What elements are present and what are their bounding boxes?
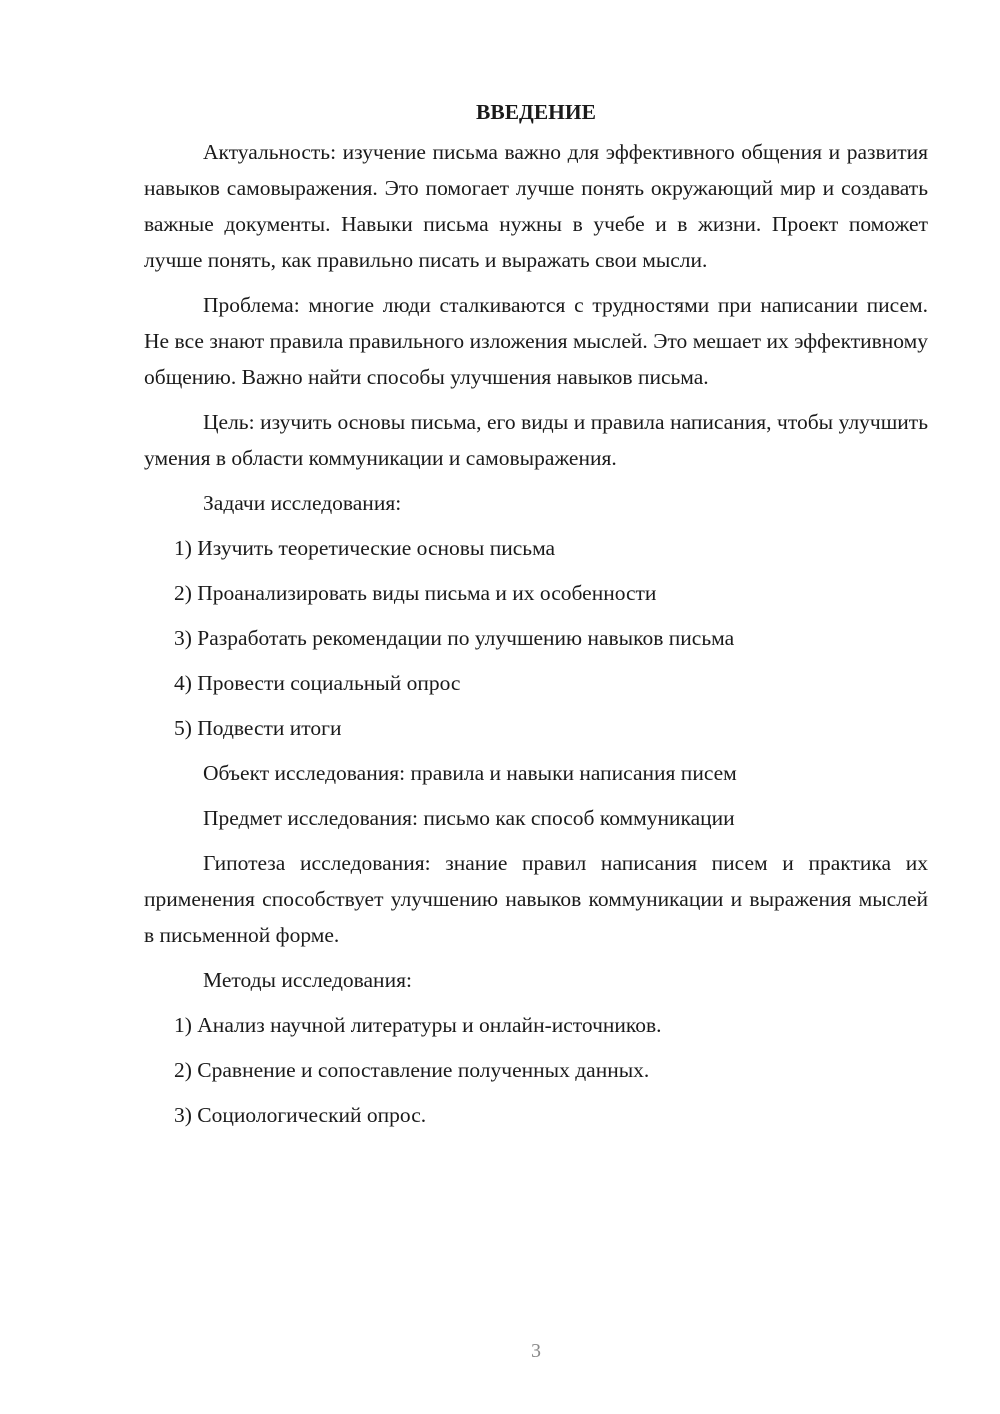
list-item: 1) Анализ научной литературы и онлайн-источников. xyxy=(174,1013,662,1037)
list-item: 3) Социологический опрос. xyxy=(174,1103,427,1127)
relevance-paragraph: Актуальность: изучение письма важно для эффективного общения и развития навыков самовыражения. Это помогает лучше понять окружающий мир и создавать важные документы. Навыки письма нужны в учебе и в жизни. Проект поможет лучше понять, как правильно писать и выражать свои мысли. xyxy=(144,140,928,272)
list-item: 3) Разработать рекомендации по улучшению навыков письма xyxy=(174,626,735,650)
page-number: 3 xyxy=(531,1340,541,1362)
goal-paragraph: Цель: изучить основы письма, его виды и правила написания, чтобы улучшить умения в области коммуникации и самовыражения. xyxy=(144,410,928,470)
page-title: ВВЕДЕНИЕ xyxy=(476,100,596,124)
object-line: Объект исследования: правила и навыки написания писем xyxy=(203,761,737,785)
list-item: 4) Провести социальный опрос xyxy=(174,671,461,695)
methods-list xyxy=(144,1007,928,1133)
list-item: 2) Сравнение и сопоставление полученных данных. xyxy=(174,1058,650,1082)
tasks-list xyxy=(144,530,928,746)
list-item: 1) Изучить теоретические основы письма xyxy=(174,536,556,560)
methods-heading: Методы исследования: xyxy=(203,968,412,992)
page-content xyxy=(144,94,928,1142)
subject-line: Предмет исследования: письмо как способ коммуникации xyxy=(203,806,735,830)
list-item: 2) Проанализировать виды письма и их особенности xyxy=(174,581,657,605)
tasks-heading: Задачи исследования: xyxy=(203,491,402,515)
list-item: 5) Подвести итоги xyxy=(174,716,342,740)
hypothesis-paragraph: Гипотеза исследования: знание правил написания писем и практика их применения способствует улучшению навыков коммуникации и выражения мыслей в письменной форме. xyxy=(144,851,928,947)
problem-paragraph: Проблема: многие люди сталкиваются с трудностями при написании писем. Не все знают правила правильного изложения мыслей. Это мешает их эффективному общению. Важно найти способы улучшения навыков письма. xyxy=(144,293,928,389)
